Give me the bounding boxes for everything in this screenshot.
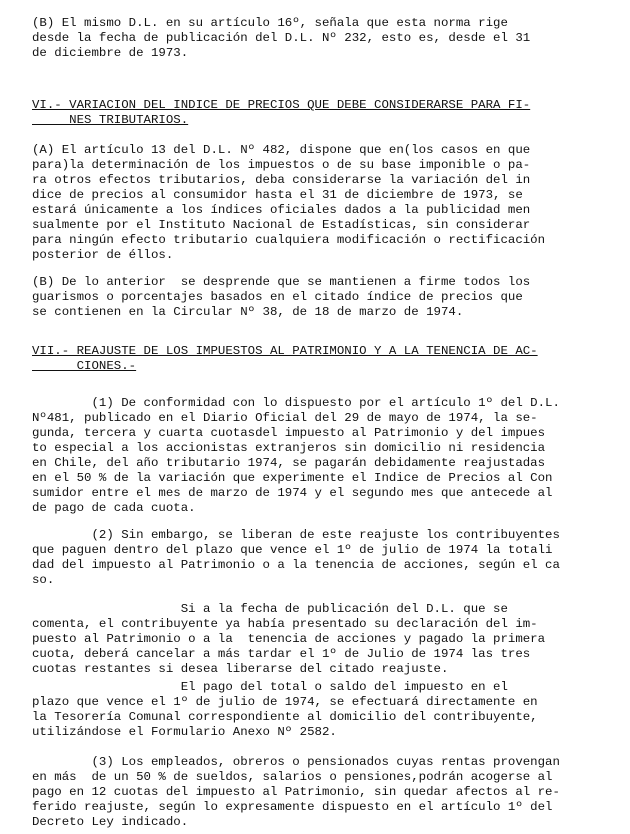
text-line: pago en 12 cuotas del impuesto al Patrimonio, sin quedar afectos al re- xyxy=(32,785,560,799)
text-line: El pago del total o saldo del impuesto en el xyxy=(32,680,508,694)
text-line: Decreto Ley indicado. xyxy=(32,815,189,829)
section-vi-paragraph-b xyxy=(32,275,612,320)
text-line: gunda, tercera y cuarta cuotasdel impuesto al Patrimonio y del impues xyxy=(32,426,546,440)
section-vii-heading xyxy=(32,344,612,374)
text-line: ra otros efectos tributarios, deba considerarse la variación del in xyxy=(32,173,531,187)
text-line: guarismos o porcentajes basados en el citado índice de precios que xyxy=(32,290,523,304)
text-line: sualmente por el Instituto Nacional de Estadísticas, sin considerar xyxy=(32,218,531,232)
text-line: para)la determinación de los impuestos o de su base imponible o pa- xyxy=(32,158,531,172)
heading-line: NES TRIBUTARIOS. xyxy=(32,113,189,127)
text-line: sumidor entre el mes de marzo de 1974 y el segundo mes que antecede al xyxy=(32,486,553,500)
text-line: dice de precios al consumidor hasta el 31 de diciembre de 1973, se xyxy=(32,188,523,202)
text-line: en más de un 50 % de sueldos, salarios o pensiones,podrán acogerse al xyxy=(32,770,553,784)
text-line: de diciembre de 1973. xyxy=(32,46,189,60)
text-line: (A) El artículo 13 del D.L. Nº 482, dispone que en(los casos en que xyxy=(32,143,531,157)
text-line: cuota, deberá cancelar a más tardar el 1º de Julio de 1974 las tres xyxy=(32,647,531,661)
heading-line: CIONES.- xyxy=(32,359,137,373)
text-line: (3) Los empleados, obreros o pensionados cuyas rentas provengan xyxy=(32,755,560,769)
text-line: cuotas restantes si desea liberarse del citado reajuste. xyxy=(32,662,449,676)
text-line: (B) De lo anterior se desprende que se mantienen a firme todos los xyxy=(32,275,531,289)
text-line: la Tesorería Comunal correspondiente al domicilio del contribuyente, xyxy=(32,710,538,724)
text-line: estará únicamente a los índices oficiales dados a la publicidad men xyxy=(32,203,531,217)
text-line: utilizándose el Formulario Anexo Nº 2582. xyxy=(32,725,337,739)
text-line: Nº481, publicado en el Diario Oficial del 29 de mayo de 1974, la se- xyxy=(32,411,538,425)
text-line: desde la fecha de publicación del D.L. Nº 232, esto es, desde el 31 xyxy=(32,31,531,45)
text-line: en el 50 % de la variación que experimente el Indice de Precios al Con xyxy=(32,471,553,485)
text-line: se contienen en la Circular Nº 38, de 18 de marzo de 1974. xyxy=(32,305,464,319)
text-line: so. xyxy=(32,573,55,587)
section-vii-paragraph-4 xyxy=(32,680,612,740)
text-line: puesto al Patrimonio o a la tenencia de acciones y pagado la primera xyxy=(32,632,546,646)
text-line: plazo que vence el 1º de julio de 1974, se efectuará directamente en xyxy=(32,695,538,709)
text-line: de pago de cada cuota. xyxy=(32,501,196,515)
heading-line: VII.- REAJUSTE DE LOS IMPUESTOS AL PATRIMONIO Y A LA TENENCIA DE AC- xyxy=(32,344,538,358)
section-vii-paragraph-5 xyxy=(32,755,612,830)
text-line: para ningún efecto tributario cualquiera modificación o rectificación xyxy=(32,233,546,247)
text-line: que paguen dentro del plazo que vence el 1º de julio de 1974 la totali xyxy=(32,543,553,557)
section-vii-paragraph-2 xyxy=(32,528,612,588)
text-line: en Chile, del año tributario 1974, se pagarán debidamente reajustadas xyxy=(32,456,546,470)
heading-line: VI.- VARIACION DEL INDICE DE PRECIOS QUE DEBE CONSIDERARSE PARA FI- xyxy=(32,98,531,112)
text-line: (2) Sin embargo, se liberan de este reajuste los contribuyentes xyxy=(32,528,560,542)
text-line: (1) De conformidad con lo dispuesto por el artículo 1º del D.L. xyxy=(32,396,560,410)
text-line: posterior de éllos. xyxy=(32,248,174,262)
section-vii-paragraph-3 xyxy=(32,602,612,677)
text-line: ferido reajuste, según lo expresamente dispuesto en el artículo 1º del xyxy=(32,800,553,814)
section-vi-paragraph-a xyxy=(32,143,612,263)
section-vii-paragraph-1 xyxy=(32,396,612,516)
text-line: to especial a los accionistas extranjeros sin domicilio ni residencia xyxy=(32,441,546,455)
text-line: Si a la fecha de publicación del D.L. que se xyxy=(32,602,508,616)
text-line: (B) El mismo D.L. en su artículo 16º, señala que esta norma rige xyxy=(32,16,508,30)
paragraph-b-vigencia xyxy=(32,16,612,61)
text-line: dad del impuesto al Patrimonio o a la tenencia de acciones, según el ca xyxy=(32,558,560,572)
section-vi-heading xyxy=(32,98,612,128)
text-line: comenta, el contribuyente ya había presentado su declaración del im- xyxy=(32,617,538,631)
